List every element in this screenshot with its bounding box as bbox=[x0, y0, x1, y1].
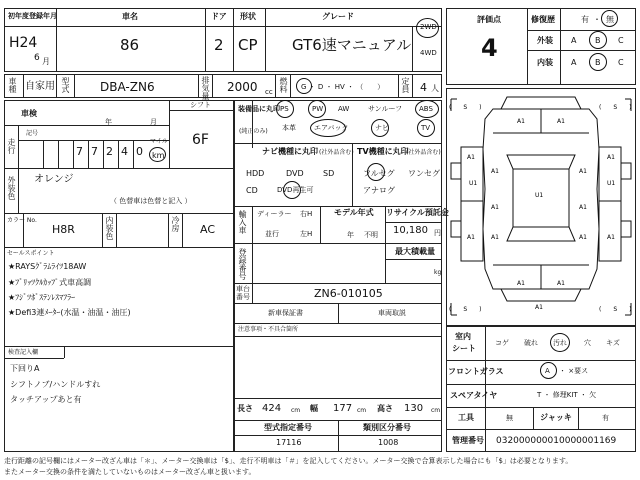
windshield-need: ・ ×要ス bbox=[559, 367, 589, 375]
equipment-item: AW bbox=[338, 105, 350, 113]
management-value: 032000000010000001169 bbox=[496, 436, 617, 446]
damage-mark: A1 bbox=[579, 168, 587, 175]
displacement-label: 排気量 bbox=[201, 76, 210, 100]
exterior-label: 外装 bbox=[537, 36, 553, 45]
inspection-label: 車検 bbox=[21, 109, 37, 118]
interior-sheet-label-2: シート bbox=[452, 344, 476, 353]
equipment-item: 本革 bbox=[282, 124, 296, 132]
width-value: 177 bbox=[333, 403, 353, 414]
damage-mark: A1 bbox=[607, 154, 615, 161]
navi-title: ナビ機種に丸印 bbox=[262, 147, 318, 156]
navi-item-hdd: HDD bbox=[246, 169, 265, 178]
load-unit: kg bbox=[434, 269, 442, 276]
cc-unit: cc bbox=[265, 88, 273, 96]
door-label: ドア bbox=[211, 12, 227, 21]
interior-sheet-item: キズ bbox=[606, 339, 620, 347]
tv-circle bbox=[367, 163, 385, 181]
interior-circle bbox=[589, 53, 607, 71]
recycle-unit: 円 bbox=[434, 229, 441, 237]
use-label: 車種 bbox=[8, 77, 17, 93]
odometer-divider bbox=[43, 140, 44, 168]
first-reg-label: 初年度登録年月 bbox=[8, 12, 57, 20]
type-value: 17116 bbox=[276, 438, 302, 447]
equipment-circle bbox=[415, 100, 439, 118]
damage-mark: A1 bbox=[557, 118, 565, 125]
spare-items: T ・ 修理KIT ・ 欠 bbox=[537, 391, 597, 399]
equipment-circle bbox=[276, 100, 294, 118]
odometer-digit: 0 bbox=[136, 145, 143, 158]
import-parallel: 並行 bbox=[265, 230, 279, 238]
inspection-month: 月 bbox=[150, 118, 157, 126]
interior-grade-b: B bbox=[595, 58, 601, 67]
odometer-divider bbox=[103, 140, 104, 168]
recycle-label: リサイクル預託金 bbox=[386, 208, 449, 217]
management-label: 管理番号 bbox=[452, 436, 484, 445]
odometer-digit: 4 bbox=[121, 145, 128, 158]
damage-mark: A1 bbox=[517, 118, 525, 125]
length-value: 424 bbox=[262, 403, 282, 414]
width-unit: cm bbox=[357, 407, 367, 414]
damage-mark: A1 bbox=[517, 280, 525, 287]
equipment-item: エアバック bbox=[314, 124, 349, 132]
inspection-year: 年 bbox=[105, 118, 112, 126]
import-label: 輸入車 bbox=[238, 210, 247, 234]
model-label: 型式 bbox=[61, 77, 70, 93]
fuel-options: G ・ D ・ HV ・ （ ） bbox=[301, 83, 385, 91]
footer-line-2: またメーター交換の条件を満たしていないものはメーター改ざん車と扱います。 bbox=[4, 468, 256, 476]
interior-sheet-item: 汚れ bbox=[553, 339, 567, 347]
odometer-divider bbox=[73, 140, 74, 168]
sales-points-label: セールスポイント bbox=[7, 250, 55, 257]
ac-label: 冷房 bbox=[171, 216, 180, 232]
displacement-value: 2000 bbox=[227, 80, 258, 94]
score-label: 評価点 bbox=[477, 15, 501, 24]
score-value: 4 bbox=[481, 34, 498, 62]
sales-point-item: ★RAYSｸﾞﾗﾑﾗｲﾂ18AW bbox=[8, 262, 87, 271]
interior-color-label: 内装色 bbox=[105, 216, 114, 240]
tools-label: 工具 bbox=[458, 413, 474, 422]
load-label: 最大積載量 bbox=[395, 247, 435, 256]
equipment-item: TV bbox=[421, 124, 431, 132]
drive-4wd: 4WD bbox=[420, 49, 437, 57]
capacity-unit: 人 bbox=[431, 84, 439, 93]
type-label: 型式指定番号 bbox=[264, 423, 312, 432]
chassis-value: ZN6-010105 bbox=[314, 287, 383, 300]
mileage-unit: km bbox=[152, 151, 165, 160]
windshield-label: フロントガラス bbox=[448, 367, 504, 376]
mileage-unit-label: マイル bbox=[150, 138, 168, 145]
model-year-unknown: 不明 bbox=[364, 231, 378, 239]
model-year-label: モデル年式 bbox=[334, 208, 374, 217]
odometer-divider bbox=[58, 140, 59, 168]
sales-point-item: ★Defi3連ﾒｰﾀｰ(水温・油温・油圧) bbox=[8, 308, 131, 317]
class-value: 1008 bbox=[378, 438, 399, 447]
car-damage-diagram bbox=[447, 89, 635, 325]
repair-no: 無 bbox=[606, 15, 614, 24]
interior-label: 内装 bbox=[537, 58, 553, 67]
exterior-color-note: （ 色替車は色替と記入 ） bbox=[110, 197, 192, 205]
height-unit: cm bbox=[431, 407, 441, 414]
month-unit: 月 bbox=[42, 57, 50, 66]
interior-grade-c: C bbox=[618, 58, 624, 67]
windshield-ok: A bbox=[545, 367, 550, 375]
jack-value: 有 bbox=[602, 414, 609, 422]
chassis-label: 車台番号 bbox=[236, 285, 250, 301]
car-name: 86 bbox=[120, 36, 140, 54]
tv-title: TV機種に丸印 bbox=[357, 147, 409, 156]
tools-value: 無 bbox=[506, 414, 513, 422]
exterior-grade-b: B bbox=[595, 36, 601, 45]
odometer-divider bbox=[88, 140, 89, 168]
model-value: DBA-ZN6 bbox=[100, 80, 155, 94]
model-year-year: 年 bbox=[347, 231, 354, 239]
damage-mark: U1 bbox=[607, 180, 616, 187]
capacity-value: 4 bbox=[420, 81, 427, 94]
import-left: 左H bbox=[300, 230, 313, 238]
equipment-item: サンルーフ bbox=[368, 105, 403, 113]
odometer-divider bbox=[118, 140, 119, 168]
equipment-label: 装備品に丸印 bbox=[238, 105, 280, 113]
damage-mark: A1 bbox=[579, 204, 587, 211]
tv-item-oneseg: ワンセグ bbox=[408, 169, 440, 178]
navi-item-dvd: DVD bbox=[286, 169, 304, 178]
drive-2wd: 2WD bbox=[420, 23, 437, 31]
shape-value: CP bbox=[238, 36, 258, 54]
damage-mark: A1 bbox=[579, 234, 587, 241]
inspector-label: 検査記入欄 bbox=[8, 349, 39, 356]
notes-label: 注意事項・不具合箇所 bbox=[238, 326, 299, 333]
navi-title-sub: (社外品含む) bbox=[319, 149, 354, 156]
tv-item-fullseg: フルセグ bbox=[363, 169, 395, 178]
equipment-circle bbox=[371, 119, 389, 137]
color-code-value: H8R bbox=[52, 223, 75, 236]
equipment-item: ナビ bbox=[375, 124, 389, 132]
navi-item-sd: SD bbox=[323, 169, 335, 178]
use-value: 自家用 bbox=[25, 81, 55, 92]
capacity-label: 定員 bbox=[401, 77, 410, 93]
odometer-digit: 7 bbox=[91, 145, 98, 158]
damage-mark: A1 bbox=[491, 168, 499, 175]
equipment-circle bbox=[308, 100, 326, 118]
width-label: 幅 bbox=[310, 404, 318, 413]
spare-label: スペアタイヤ bbox=[450, 391, 498, 400]
color-code-label: カラー No. bbox=[7, 217, 37, 224]
odometer-digit: 7 bbox=[76, 145, 83, 158]
class-label: 類別区分番号 bbox=[363, 423, 411, 432]
inspector-line: タッチアップあと有 bbox=[10, 395, 82, 404]
interior-sheet-item: 穴 bbox=[584, 339, 591, 347]
shift-label: シフト bbox=[190, 101, 211, 109]
length-unit: cm bbox=[291, 407, 301, 414]
damage-mark: A1 bbox=[557, 280, 565, 287]
sales-point-item: ★ﾌﾞﾘｯﾂｸﾙｶｯﾌﾟ式車高調 bbox=[8, 278, 92, 287]
doc-manual: 車両取説 bbox=[378, 309, 406, 317]
doc-warranty: 新車保証書 bbox=[268, 309, 303, 317]
exterior-color-label: 外装色 bbox=[7, 176, 16, 200]
first-reg-year: H24 bbox=[9, 35, 38, 51]
exterior-color-value: オレンジ bbox=[34, 174, 74, 185]
tv-title-sub: (社外品含む) bbox=[406, 149, 441, 156]
mileage-digit-label: 記号 bbox=[26, 130, 39, 137]
shift-value: 6F bbox=[192, 132, 209, 148]
equipment-item: PS bbox=[280, 105, 289, 113]
equipment-circle bbox=[417, 119, 435, 137]
import-dealer: ディーラー bbox=[257, 210, 292, 218]
jack-label: ジャッキ bbox=[540, 413, 572, 422]
damage-mark: A1 bbox=[491, 204, 499, 211]
navi-circle bbox=[283, 181, 301, 199]
km-circle bbox=[149, 147, 166, 162]
exterior-grade-a: A bbox=[571, 36, 577, 45]
damage-mark: A1 bbox=[535, 304, 543, 311]
damage-mark: A1 bbox=[467, 234, 475, 241]
interior-grade-a: A bbox=[571, 58, 577, 67]
height-value: 130 bbox=[404, 403, 424, 414]
height-label: 高さ bbox=[377, 404, 393, 413]
registration-label: 登録番号 bbox=[238, 248, 247, 280]
equipment-item: ABS bbox=[419, 105, 433, 113]
navi-item-dvd-play: DVD再生可 bbox=[277, 186, 314, 194]
damage-mark: A1 bbox=[467, 154, 475, 161]
car-name-label: 車名 bbox=[122, 12, 138, 21]
inspector-line: 下回りA bbox=[10, 364, 40, 373]
equipment-sublabel: (純正のみ) bbox=[239, 128, 268, 135]
diagram-bracket: ( S ) bbox=[449, 104, 482, 111]
import-right: 右H bbox=[300, 210, 313, 218]
interior-sheet-label-1: 室内 bbox=[455, 332, 471, 341]
damage-mark: U1 bbox=[469, 180, 478, 187]
interior-sheet-item: コゲ bbox=[495, 339, 509, 347]
first-reg-month: 6 bbox=[34, 53, 40, 63]
length-label: 長さ bbox=[237, 404, 253, 413]
interior-sheet-item: 破れ bbox=[524, 339, 538, 347]
diagram-bracket: ( S ) bbox=[599, 306, 632, 313]
grade-value: GT6速マニュアル bbox=[292, 36, 412, 54]
fuel-circle bbox=[296, 78, 312, 94]
damage-mark: A1 bbox=[491, 234, 499, 241]
sales-point-item: ★ﾌｼﾞﾂﾎﾞｽﾃﾝﾚｽﾏﾌﾗｰ bbox=[8, 293, 76, 302]
diagram-bracket: ( S ) bbox=[599, 104, 632, 111]
shape-label: 形状 bbox=[240, 12, 256, 21]
grade-label: グレード bbox=[322, 12, 354, 21]
inspector-line: シフトノブ/ハンドルすれ bbox=[10, 380, 101, 389]
damage-mark: U1 bbox=[535, 192, 544, 199]
footer-line-1: 走行距離の記号欄にはメーター改ざん車は「＊」、メーター交換車は「$」、走行不明車は「＃」を記入してください。メーター交換で合算表示した場合にも「$」は必要となります。 bbox=[4, 457, 573, 465]
door-value: 2 bbox=[214, 36, 224, 54]
equipment-item: PW bbox=[312, 105, 324, 113]
repair-circle bbox=[601, 10, 618, 27]
tv-item-analog: アナログ bbox=[363, 186, 395, 195]
damage-mark: A1 bbox=[607, 234, 615, 241]
ac-value: AC bbox=[200, 223, 216, 236]
odometer-divider bbox=[133, 140, 134, 168]
equipment-circle bbox=[310, 119, 349, 137]
repair-label: 修復歴 bbox=[531, 15, 555, 24]
mileage-label: 走行 bbox=[7, 138, 16, 154]
repair-yes: 有 bbox=[581, 15, 589, 24]
exterior-grade-c: C bbox=[618, 36, 624, 45]
exterior-circle bbox=[589, 31, 607, 49]
navi-item-cd: CD bbox=[246, 186, 258, 195]
recycle-value: 10,180 bbox=[393, 225, 428, 236]
windshield-circle bbox=[540, 362, 557, 379]
diagram-bracket: ( S ) bbox=[449, 306, 482, 313]
fuel-label: 燃料 bbox=[279, 77, 288, 93]
odometer-digit: 2 bbox=[106, 145, 113, 158]
interior-sheet-circle bbox=[550, 333, 570, 352]
